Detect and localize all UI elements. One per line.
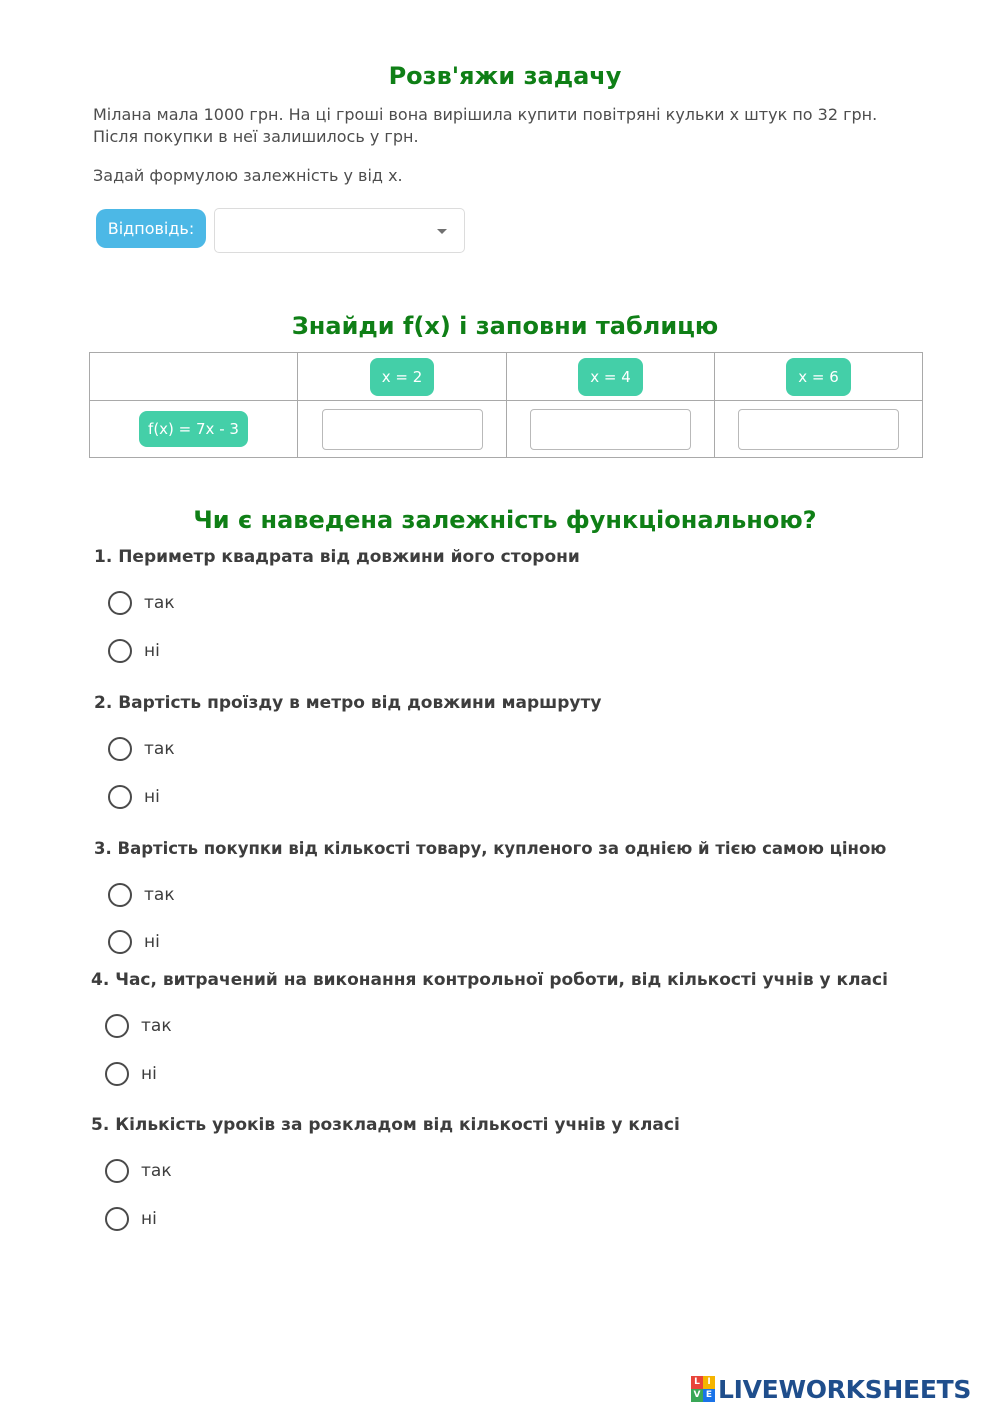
radio-circle-icon[interactable] — [108, 883, 132, 907]
table-header-cell — [715, 353, 923, 401]
function-table — [89, 352, 923, 458]
liveworksheets-logo — [691, 1372, 971, 1406]
question-4: 4. Час, витрачений на виконання контрольної роботи, від кількості учнів у класі — [91, 970, 888, 990]
option-label: так — [141, 1016, 172, 1036]
table-header-row — [90, 353, 923, 401]
chevron-down-icon — [437, 229, 447, 234]
radio-circle-icon[interactable] — [108, 785, 132, 809]
option-label: так — [144, 593, 175, 613]
question-2: 2. Вартість проїзду в метро від довжини маршруту — [94, 693, 602, 713]
q3-option-no[interactable] — [108, 928, 160, 956]
q2-option-yes[interactable] — [108, 735, 175, 763]
table-header-cell — [507, 353, 715, 401]
q1-option-yes[interactable] — [108, 589, 175, 617]
table-input-cell — [507, 401, 715, 458]
answer-label: Відповідь: — [96, 209, 206, 248]
problem-text-line-2: Після покупки в неї залишилось y грн. — [93, 127, 419, 146]
logo-letter: L — [691, 1376, 703, 1389]
radio-circle-icon[interactable] — [108, 639, 132, 663]
question-1: 1. Периметр квадрата від довжини його сторони — [94, 547, 580, 567]
q5-option-no[interactable] — [105, 1205, 157, 1233]
radio-circle-icon[interactable] — [105, 1207, 129, 1231]
table-row — [90, 401, 923, 458]
question-5: 5. Кількість уроків за розкладом від кількості учнів у класі — [91, 1115, 680, 1135]
logo-letter: I — [703, 1376, 715, 1389]
radio-circle-icon[interactable] — [108, 930, 132, 954]
option-label: ні — [141, 1209, 157, 1229]
answer-dropdown[interactable] — [214, 208, 465, 253]
option-label: ні — [144, 641, 160, 661]
radio-circle-icon[interactable] — [108, 591, 132, 615]
q4-option-yes[interactable] — [105, 1012, 172, 1040]
x-value-pill: x = 6 — [786, 358, 851, 396]
logo-mark-icon — [691, 1376, 715, 1402]
value-input-x2[interactable] — [322, 409, 483, 450]
table-row-label-cell — [90, 401, 298, 458]
option-label: так — [141, 1161, 172, 1181]
value-input-x4[interactable] — [530, 409, 691, 450]
x-value-pill: x = 4 — [578, 358, 643, 396]
x-value-pill: x = 2 — [370, 358, 435, 396]
radio-circle-icon[interactable] — [105, 1062, 129, 1086]
option-label: так — [144, 885, 175, 905]
table-corner-cell — [90, 353, 298, 401]
option-label: ні — [141, 1064, 157, 1084]
q3-option-yes[interactable] — [108, 881, 175, 909]
section-title-solve: Розв'яжи задачу — [388, 62, 622, 90]
table-input-cell — [715, 401, 923, 458]
option-label: ні — [144, 787, 160, 807]
problem-text-line-1: Мілана мала 1000 грн. На ці гроші вона вирішила купити повітряні кульки x штук по 32 грн. — [93, 105, 878, 124]
q1-option-no[interactable] — [108, 637, 160, 665]
logo-text: LIVEWORKSHEETS — [718, 1374, 972, 1404]
radio-circle-icon[interactable] — [105, 1159, 129, 1183]
radio-circle-icon[interactable] — [105, 1014, 129, 1038]
table-input-cell — [298, 401, 507, 458]
q5-option-yes[interactable] — [105, 1157, 172, 1185]
section-title-table: Знайди f(x) і заповни таблицю — [291, 312, 719, 340]
option-label: так — [144, 739, 175, 759]
instruction-text: Задай формулою залежність y від x. — [93, 166, 403, 185]
section-title-functional: Чи є наведена залежність функціональною? — [193, 506, 817, 534]
option-label: ні — [144, 932, 160, 952]
table-header-cell — [298, 353, 507, 401]
value-input-x6[interactable] — [738, 409, 899, 450]
radio-circle-icon[interactable] — [108, 737, 132, 761]
function-formula-pill: f(x) = 7x - 3 — [139, 411, 248, 447]
q2-option-no[interactable] — [108, 783, 160, 811]
question-3: 3. Вартість покупки від кількості товару, купленого за однією й тією самою ціною — [94, 839, 887, 858]
q4-option-no[interactable] — [105, 1060, 157, 1088]
logo-letter: V — [691, 1389, 703, 1402]
logo-letter: E — [703, 1389, 715, 1402]
